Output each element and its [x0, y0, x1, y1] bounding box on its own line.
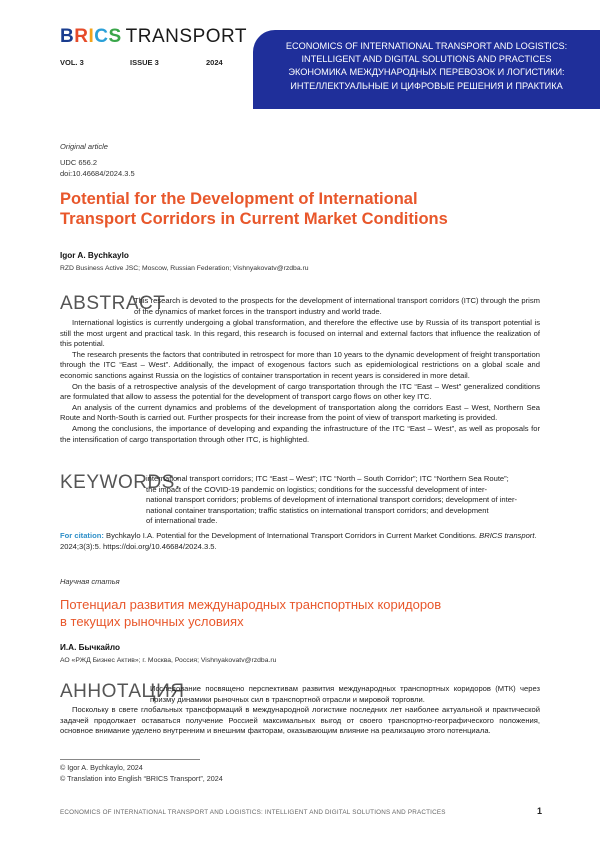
citation-label: For citation: [60, 531, 104, 540]
article-title [60, 189, 540, 229]
logo-letter: I [88, 26, 95, 47]
citation-journal: BRICS transport [479, 531, 535, 540]
copyright-translation: © Translation into English “BRICS Transport”, 2024 [60, 774, 223, 783]
abstract-paragraph: Among the conclusions, the importance of developing and expanding the infrastructure of the ITC “East – West”, as well as proposals for the intensification of cargo transportation through other ITC, is highlighted. [60, 423, 540, 444]
keywords-line: national container transportation; traffic statistics on international transport corridors; and development [146, 505, 489, 515]
title-ru-line: в текущих рыночных условиях [60, 614, 244, 629]
article-type: Original article [60, 142, 108, 151]
citation [60, 531, 542, 552]
logo-letter: C [94, 26, 109, 47]
author-name-ru: И.А. Бычкайло [60, 643, 121, 652]
logo-word: TRANSPORT [125, 26, 248, 47]
abstract-lead-ru: Исследование посвящено перспективам развития международных транспортных коридоров (МТК) через призму динамики рыночных сил в транспортной отрасли и мировой торговли. [150, 684, 540, 704]
title-line: Potential for the Development of International [60, 190, 418, 208]
abstract-body-ru [60, 705, 540, 737]
journal-logo [60, 26, 247, 48]
abstract-label-ru: АННОТАЦИЯ [60, 681, 185, 702]
article-type-ru: Научная статья [60, 577, 120, 586]
logo-letter: S [108, 26, 122, 47]
volume-label: VOL. 3 [60, 58, 84, 67]
copyright-author: © Igor A. Bychkaylo, 2024 [60, 763, 143, 772]
abstract-lead: This research is devoted to the prospects for the development of international transport corridors (ITC) through the prism of the dynamics of market forces in the transport industry and world trade. [134, 296, 540, 316]
abstract-paragraph: International logistics is currently undergoing a global transformation, and therefore the effective use by Russia of its transport potential is still the most urgent and practical task. In this regard, this research is focused on internal and external factors that influence the realization of this potential. [60, 318, 540, 349]
journal-banner [253, 30, 600, 109]
banner-en-line: INTELLIGENT AND DIGITAL SOLUTIONS AND PRACTICES [301, 54, 552, 65]
keywords-line: of international trade. [146, 516, 218, 526]
abstract-paragraph: The research presents the factors that contributed in retrospect for more than 10 years to the dynamic development of freight transportation through the ITC “East – West”. Additionally, the impact of exogenous factors such as epidemiological restrictions on a global scale and economic sanctions against Russia on the logistics of container transportation in recent years is considered in more detail. [60, 349, 540, 380]
keywords-line: international transport corridors; ITC “East – West”; ITC “North – South Corridor”; ITC “Northern Sea Route”; [146, 474, 509, 483]
abstract-paragraph: On the basis of a retrospective analysis of the development of cargo transportation through the ITC “East – West” generalized conditions are formulated that allow to assess the potential for the development of transport cargo flows on other key ITC. [60, 381, 540, 402]
banner-ru-line: ИНТЕЛЛЕКТУАЛЬНЫЕ И ЦИФРОВЫЕ РЕШЕНИЯ И ПРАКТИКА [290, 80, 563, 91]
citation-tail: . 2024;3(3):5. https://doi.org/10.46684/2024.3.5. [60, 531, 537, 551]
footnote-rule [60, 759, 200, 760]
article-title-ru [60, 596, 540, 630]
udc: UDC 656.2 [60, 158, 98, 167]
banner-ru-line: ЭКОНОМИКА МЕЖДУНАРОДНЫХ ПЕРЕВОЗОК И ЛОГИСТИКИ: [288, 67, 565, 78]
page-number: 1 [537, 806, 543, 816]
logo-letter: R [74, 26, 89, 47]
title-line: Transport Corridors in Current Market Conditions [60, 210, 448, 228]
author-affiliation: RZD Business Active JSC; Moscow, Russian Federation; Vishnyakovatv@rzdba.ru [60, 265, 309, 272]
abstract-body [60, 318, 540, 445]
banner-en-line: ECONOMICS OF INTERNATIONAL TRANSPORT AND LOGISTICS: [285, 41, 568, 51]
doi: doi:10.46684/2024.3.5 [60, 169, 135, 178]
citation-text: Bychkaylo I.A. Potential for the Development of International Transport Corridors in Current Market Conditions. [106, 531, 478, 540]
abstract-paragraph: An analysis of the current dynamics and problems of the development of transportation along the corridors East – West, Northern Sea Route and North-South is carried out. Further prospects for their increase from the point of view of transport marketing is provided. [60, 402, 540, 423]
abstract-paragraph-ru: Поскольку в свете глобальных трансформаций в международной логистике последних лет наиболее актуальной и практической задачей продолжает оставаться получение Россией максимальных выгод от своего транспортно-географического положения, основное внимание уделено внутренним и внешним факторам, оказывающим влияние на реализацию этого потенциала. [60, 705, 540, 736]
title-ru-line: Потенциал развития международных транспортных коридоров [60, 597, 442, 612]
keywords-line: the impact of the COVID-19 pandemic on logistics; conditions for the successful development of inter- [146, 484, 488, 494]
logo-letter: B [60, 26, 75, 47]
keywords-line: national transport corridors; problems of development of international transport corridors; development of inter- [146, 495, 518, 505]
author-name: Igor A. Bychkaylo [60, 251, 129, 260]
keywords-label: KEYWORDS: [60, 472, 181, 493]
issue-label: ISSUE 3 [130, 58, 159, 67]
year-label: 2024 [206, 58, 223, 67]
abstract-label: ABSTRACT [60, 293, 166, 314]
keywords-list [146, 474, 546, 527]
author-affiliation-ru: АО «РЖД Бизнес Актив»; г. Москва, Россия; Vishnyakovatv@rzdba.ru [60, 657, 277, 664]
running-footer: ECONOMICS OF INTERNATIONAL TRANSPORT AND LOGISTICS: INTELLIGENT AND DIGITAL SOLUTIONS AND PRACTICES [60, 809, 446, 816]
